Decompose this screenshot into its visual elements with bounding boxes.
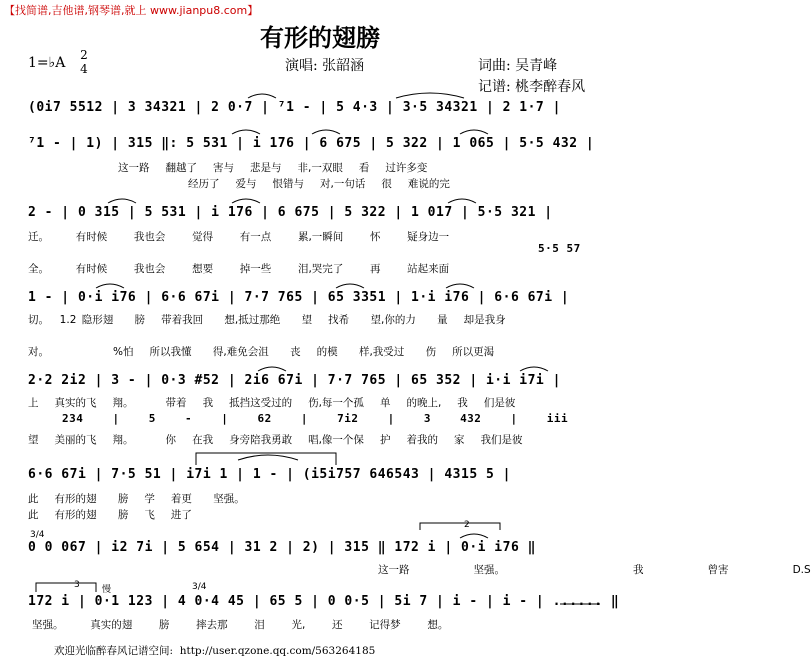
notation-row-3-alt: 5·5 57 <box>538 242 581 255</box>
notation-row-8: 172 i | 0·1 123 | 4 0·4 45 | 65 5 | 0 0·5 | 5i 7 | i - | i - | ...... ‖ <box>28 594 620 609</box>
lyric-row-6-verse-2: 此 有形的翅 膀 飞 进了 <box>28 509 192 521</box>
transcriber-credit: 记谱: 桃李醉春风 <box>478 79 586 95</box>
time-signature-top: 2 <box>80 48 88 62</box>
lyricist-credit: 词曲: 吴青峰 <box>478 58 558 74</box>
notation-row-4: 1 - | 0·i i76 | 6·6 67i | 7·7 765 | 65 3351 | 1·i i76 | 6·6 67i | <box>28 290 570 305</box>
tempo-slow-mark: 慢 <box>102 585 112 595</box>
key-signature: 1=♭A <box>28 55 66 71</box>
notation-row-2: ⁷1 - | 1) | 315 ‖: 5 531 | i 176 | 6 675 | 5 322 | 1 065 | 5·5 432 | <box>28 136 595 151</box>
meter-change-2: 3/4 <box>192 582 207 592</box>
lyric-row-3-verse-2: 全。 有时候 我也会 想要 掉一些 泪,哭完了 再 站起来面 <box>28 263 450 275</box>
site-banner: 【找简谱,吉他谱,钢琴谱,就上 www.jianpu8.com】 <box>4 4 259 17</box>
meter-change-1: 3/4 <box>30 530 45 540</box>
singer-credit: 演唱: 张韶涵 <box>285 58 365 74</box>
lyric-row-5-verse-2: 望 美丽的飞 翔。 你 在我 身旁陪我勇敢 唱,像一个保 护 着我的 家 我们是彼 <box>28 434 523 446</box>
lyric-row-3-verse-1: 迁。 有时候 我也会 觉得 有一点 累,一瞬间 怀 疑身边一 <box>28 231 450 243</box>
lyric-row-6-verse-1: 此 有形的翅 膀 学 着更 坚强。 <box>28 493 245 505</box>
lyric-row-8-verse-1: 坚强。 真实的翅 膀 摔去那 泪 光, 还 记得梦 想。 <box>32 619 449 631</box>
notation-row-5: 2·2 2i2 | 3 - | 0·3 #52 | 2i6 67i | 7·7 765 | 65 352 | i·i i7i | <box>28 373 561 388</box>
lyric-row-4-verse-2: 对。 %怕 所以我懂 得,难免会沮 丧 的模 样,我受过 伤 所以更渴 <box>28 346 495 358</box>
notation-row-7: 0 0 067 | i2 7i | 5 654 | 31 2 | 2) | 315 ‖ 172 i | 0·i i76 ‖ <box>28 540 536 555</box>
notation-row-6: 6·6 67i | 7·5 51 | i7i 1 | 1 - | (i5i757 646543 | 4315 5 | <box>28 467 511 482</box>
lyric-row-7-verse-1: 这一路 坚强。 我 曾害 D.S <box>378 564 811 576</box>
notation-row-5-alt: 234 | 5 - | 62 | 7i2 | 3 432 | iii <box>62 412 569 425</box>
lyric-row-2-verse-1: 这一路 翻越了 害与 悲是与 非,一双眼 看 过许多变 <box>118 162 428 174</box>
time-signature-bottom: 4 <box>80 62 88 76</box>
lyric-row-2-verse-2: 经历了 爱与 恨错与 对,一句话 很 难说的完 <box>188 178 450 190</box>
notation-row-1: (0i7 5512 | 3 34321 | 2 0·7 | ⁷1 - | 5 4·3 | 3·5 34321 | 2 1·7 | <box>28 100 561 115</box>
notation-row-3: 2 - | 0 315 | 5 531 | i 176 | 6 675 | 5 322 | 1 017 | 5·5 321 | <box>28 205 553 220</box>
tuplet-mark-3: 3 <box>74 580 80 590</box>
song-title: 有形的翅膀 <box>260 23 380 52</box>
tuplet-mark-2: 2 <box>464 520 470 530</box>
footer-credit: 欢迎光临醉春风记谱空间: http://user.qzone.qq.com/563264185 <box>54 645 376 657</box>
lyric-row-5-verse-1: 上 真实的飞 翔。 带着 我 抵挡这受过的 伤,每一个孤 单 的晚上, 我 们是彼 <box>28 397 516 409</box>
lyric-row-4-verse-1: 切。 1.2 隐形翅 膀 带着我回 想,抵过那绝 望 找希 望,你的力 量 却是我身 <box>28 314 506 326</box>
